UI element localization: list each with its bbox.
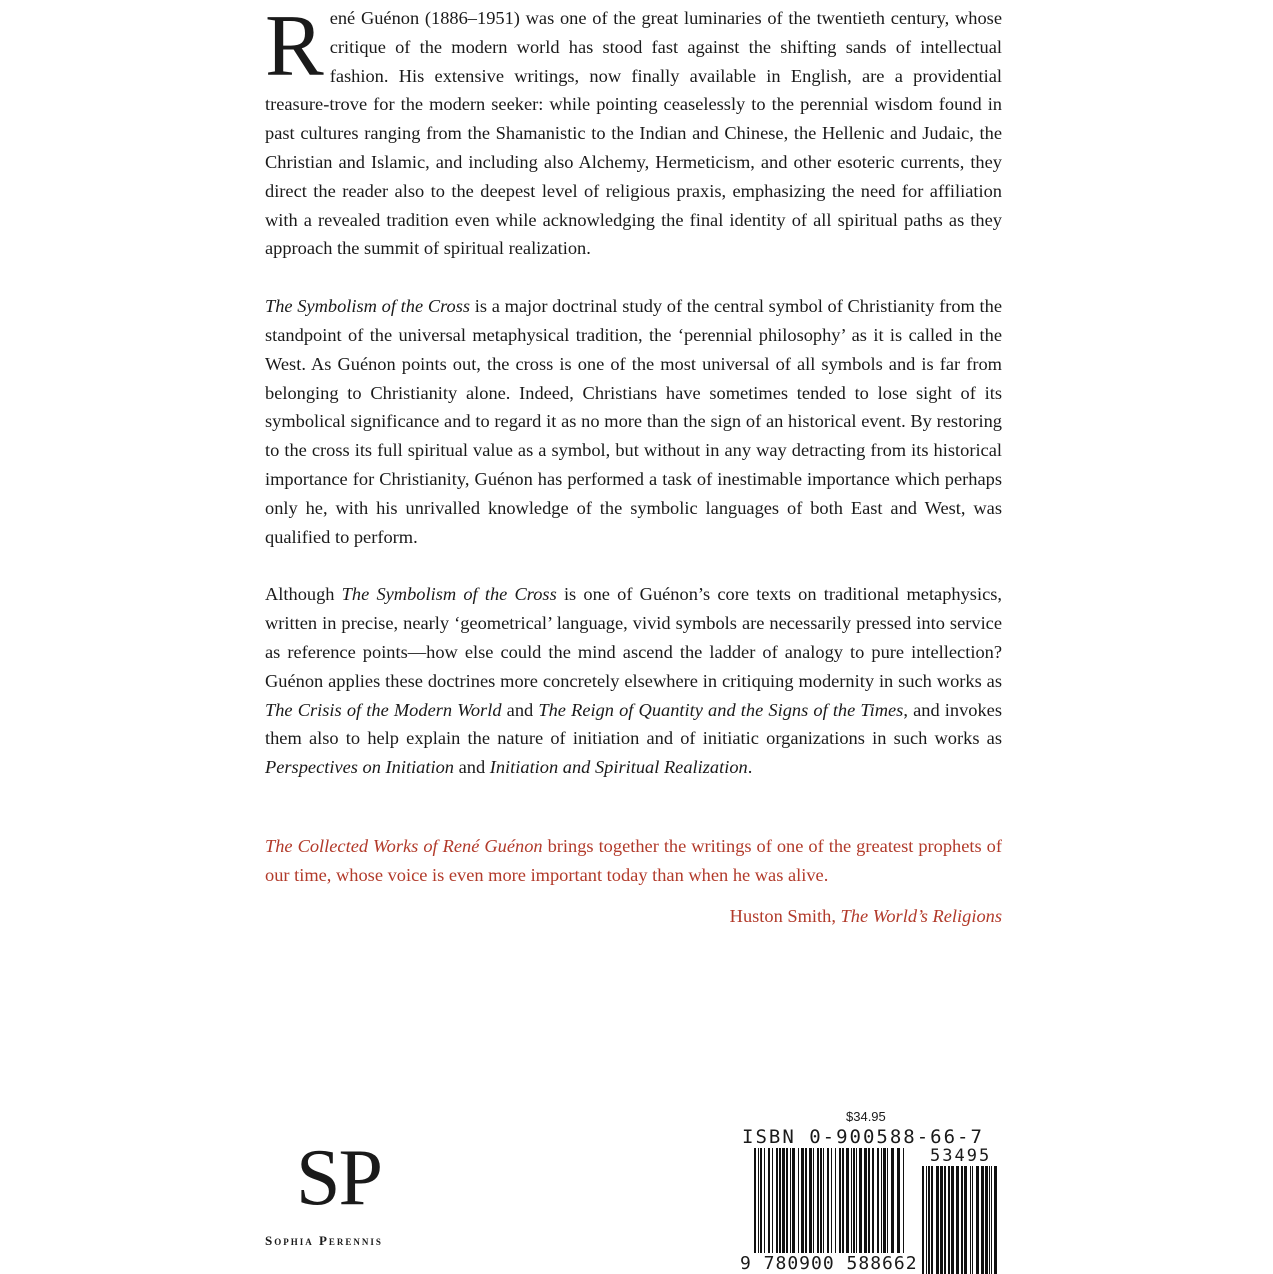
quote-attribution: [730, 902, 1002, 931]
publisher-name: Sophia Perennis: [265, 1233, 383, 1248]
italic-title: Perspectives on Initiation: [265, 757, 454, 778]
text-run: , and invokes them also to help explain the nature of initiation and of initiatic organizations in such works as: [265, 699, 1002, 749]
text-run: Although: [265, 584, 342, 605]
symbolism-paragraph: [265, 292, 1002, 551]
intro-body: [265, 0, 1002, 259]
barcode-addon-digits: 53495: [930, 1146, 992, 1166]
text-run: brings together the writings of one of the greatest prophets of our time, whose voice is even more important today than when he was alive.: [265, 836, 1002, 885]
italic-title: The Collected Works of René Guénon: [265, 836, 543, 856]
works-paragraph: [265, 580, 1002, 782]
italic-title: The Reign of Quantity and the Signs of the Times: [538, 699, 904, 720]
italic-title: The Symbolism of the Cross: [341, 584, 557, 605]
italic-title: The Symbolism of the Cross: [265, 296, 471, 317]
drop-cap: R: [265, 0, 324, 95]
works-body: [265, 584, 1002, 777]
barcode-ean-digits: 9 780900 588662: [740, 1253, 918, 1274]
description-text: [265, 0, 1002, 811]
text-run: and: [501, 699, 539, 720]
intro-paragraph: [265, 0, 1002, 263]
text-run: is one of Guénon’s core texts on traditional metaphysics, written in precise, nearly ‘geometrical’ language, vivid symbols are necessarily pressed into service as reference points—how else could the mind ascend the ladder of analogy to pure intellection? Guénon applies these doctrines more concretely elsewhere in critiquing modernity in such works as: [265, 584, 1002, 691]
attribution-work: The World’s Religions: [840, 906, 1002, 926]
text-run: and: [453, 757, 490, 778]
symbolism-body: [265, 296, 1002, 546]
text-run: is a major doctrinal study of the central symbol of Christianity from the standpoint of the universal metaphysical tradition, the ‘perennial philosophy’ as it is called in the West. As Guénon points out, the cross is one of the most universal of all symbols and is far from belonging to Christianity alone. Indeed, Christians have sometimes tended to lose sight of its symbolical significance and to regard it as no more than the sign of an historical event. By restoring to the cross its full spiritual value as a symbol, but without in any way detracting from its historical importance for Christianity, Guénon has performed a task of inestimable importance which perhaps only he, with his unrivalled knowledge of the symbolic languages of both East and West, was qualified to perform.: [265, 296, 1002, 547]
price-label: $34.95: [846, 1109, 886, 1124]
publisher-logo: SP: [296, 1134, 381, 1222]
isbn-label: ISBN 0-900588-66-7: [742, 1126, 984, 1148]
endorsement-quote: [265, 832, 1002, 890]
italic-title: Initiation and Spiritual Realization: [489, 757, 748, 778]
barcode: [740, 1146, 1002, 1274]
italic-title: The Crisis of the Modern World: [265, 699, 502, 720]
text-run: .: [747, 757, 753, 778]
quote-body: [265, 836, 1002, 885]
text-run: ené Guénon (1886–1951) was one of the great luminaries of the twentieth century, whose critique of the modern world has stood fast against the shifting sands of intellectual fashion. His extensive writings, now finally available in English, are a providential treasure-trove for the modern seeker: while pointing ceaselessly to the perennial wisdom found in past cultures ranging from the Shamanistic to the Indian and Chinese, the Hellenic and Judaic, the Christian and Islamic, and including also Alchemy, Hermeticism, and other esoteric currents, they direct the reader also to the deepest level of religious praxis, emphasizing the need for affiliation with a revealed tradition even while acknowledging the final identity of all spiritual paths as they approach the summit of spiritual realization.: [265, 8, 1002, 259]
attribution-author: Huston Smith,: [729, 906, 841, 926]
